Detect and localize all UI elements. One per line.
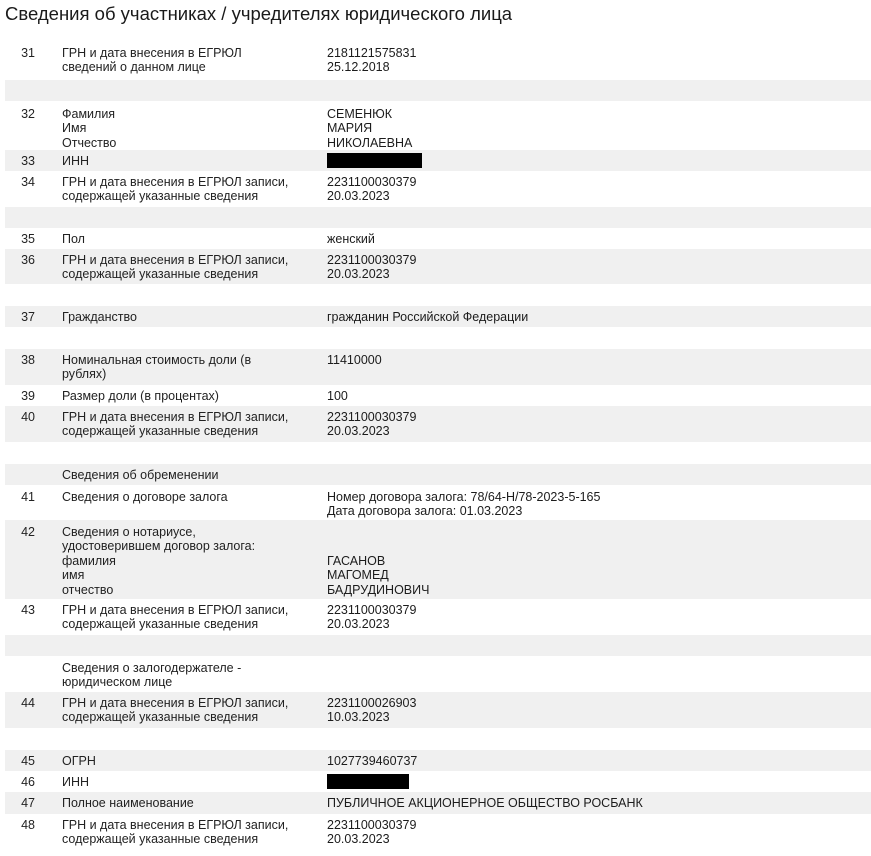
- row-value: [327, 389, 867, 403]
- label-line: Пол: [62, 232, 85, 246]
- label-line: Сведения об обременении: [62, 468, 219, 482]
- table-row: [5, 635, 871, 656]
- table-row-33: [5, 150, 871, 171]
- label-line: отчество: [62, 582, 114, 597]
- table-row-42: [5, 520, 871, 599]
- redacted-value: [327, 153, 422, 168]
- label-line: содержащей указанные сведения: [62, 267, 259, 282]
- row-number: 47: [21, 796, 35, 810]
- row-number: 39: [21, 389, 35, 403]
- row-value: [327, 107, 867, 150]
- row-value: [327, 696, 867, 725]
- label-line: Отчество: [62, 135, 117, 150]
- value-line: 2231100030379: [327, 818, 417, 832]
- table-row-36: [5, 249, 871, 284]
- row-value: [327, 232, 867, 246]
- table-row-34: [5, 171, 871, 207]
- row-number: 41: [21, 490, 35, 504]
- label-line: ГРН и дата внесения в ЕГРЮЛ записи,: [62, 818, 289, 832]
- label-line: ГРН и дата внесения в ЕГРЮЛ записи,: [62, 253, 289, 267]
- value-line: БАДРУДИНОВИЧ: [327, 582, 430, 597]
- value-line: 2231100030379: [327, 253, 417, 267]
- row-label: [62, 490, 312, 504]
- row-label: [62, 310, 312, 324]
- value-line: [327, 525, 867, 539]
- row-value: [327, 175, 867, 204]
- value-line: женский: [327, 232, 375, 246]
- label-line: содержащей указанные сведения: [62, 189, 259, 204]
- row-label: [62, 232, 312, 246]
- value-line: 20.03.2023: [327, 617, 390, 632]
- table-row-41: [5, 485, 871, 520]
- label-line: удостоверившем договор залога:: [62, 539, 256, 554]
- row-value: [327, 154, 867, 171]
- table-row: [5, 327, 871, 349]
- row-value: [327, 46, 867, 75]
- row-value: [327, 603, 867, 632]
- table-row-46: [5, 771, 871, 792]
- value-line: Дата договора залога: 01.03.2023: [327, 504, 523, 519]
- table-row: [5, 728, 871, 750]
- row-label: [62, 696, 312, 725]
- label-line: фамилия: [62, 553, 116, 568]
- row-label: [62, 46, 312, 75]
- label-line: ИНН: [62, 775, 90, 789]
- row-label: [62, 175, 312, 204]
- label-line: ГРН и дата внесения в ЕГРЮЛ записи,: [62, 410, 289, 424]
- row-number: 32: [21, 107, 35, 121]
- value-line: МАРИЯ: [327, 121, 373, 136]
- table-row-47: [5, 792, 871, 814]
- table-row-48: [5, 814, 871, 850]
- table-row-44: [5, 692, 871, 728]
- label-line: имя: [62, 568, 85, 583]
- participants-table: [5, 42, 871, 850]
- label-line: сведений о данном лице: [62, 60, 206, 75]
- row-value: [327, 253, 867, 282]
- redacted-value: [327, 774, 409, 789]
- label-line: рублях): [62, 367, 107, 382]
- table-row-40: [5, 406, 871, 442]
- label-line: ГРН и дата внесения в ЕГРЮЛ записи,: [62, 603, 289, 617]
- label-line: Размер доли (в процентах): [62, 389, 219, 403]
- label-line: Гражданство: [62, 310, 137, 324]
- value-line: 10.03.2023: [327, 710, 390, 725]
- row-label: [62, 253, 312, 282]
- label-line: Номинальная стоимость доли (в: [62, 353, 252, 367]
- label-line: ИНН: [62, 154, 90, 168]
- table-row-45: [5, 750, 871, 771]
- row-value: [327, 796, 867, 810]
- value-line: 2181121575831: [327, 46, 417, 60]
- row-number: 34: [21, 175, 35, 189]
- table-row: [5, 656, 871, 692]
- row-number: 45: [21, 754, 35, 768]
- row-value: [327, 525, 867, 597]
- label-line: Фамилия: [62, 107, 116, 121]
- label-line: Сведения о залогодержателе -: [62, 661, 242, 675]
- table-row-31: [5, 42, 871, 80]
- label-line: ГРН и дата внесения в ЕГРЮЛ: [62, 46, 242, 60]
- value-line: 2231100030379: [327, 175, 417, 189]
- value-line: МАГОМЕД: [327, 568, 389, 583]
- table-row: [5, 442, 871, 464]
- table-row: [5, 207, 871, 228]
- value-line: 2231100030379: [327, 410, 417, 424]
- label-line: Полное наименование: [62, 796, 194, 810]
- label-line: ГРН и дата внесения в ЕГРЮЛ записи,: [62, 175, 289, 189]
- value-line: СЕМЕНЮК: [327, 107, 393, 121]
- table-row: [5, 284, 871, 306]
- value-line: Номер договора залога: 78/64-Н/78-2023-5-165: [327, 490, 601, 504]
- row-number: 40: [21, 410, 35, 424]
- table-row-39: [5, 385, 871, 406]
- row-label: [62, 796, 312, 810]
- table-row: [5, 80, 871, 101]
- table-row-38: [5, 349, 871, 385]
- value-line: 20.03.2023: [327, 189, 390, 204]
- label-line: ОГРН: [62, 754, 96, 768]
- row-value: [327, 754, 867, 768]
- row-label: [62, 818, 312, 847]
- label-line: содержащей указанные сведения: [62, 424, 259, 439]
- row-number: 33: [21, 154, 35, 168]
- value-line: [327, 539, 867, 553]
- row-label: [62, 389, 312, 403]
- value-line: 100: [327, 389, 348, 403]
- row-number: 46: [21, 775, 35, 789]
- row-label: [62, 754, 312, 768]
- row-value: [327, 818, 867, 847]
- row-value: [327, 310, 867, 324]
- table-row-32: [5, 101, 871, 150]
- label-line: содержащей указанные сведения: [62, 832, 259, 847]
- value-line: 1027739460737: [327, 754, 418, 768]
- label-line: юридическом лице: [62, 675, 173, 690]
- row-label: [62, 468, 312, 482]
- table-row: [5, 464, 871, 485]
- label-line: Сведения о договоре залога: [62, 490, 228, 504]
- row-label: [62, 525, 312, 597]
- row-label: [62, 410, 312, 439]
- row-number: 44: [21, 696, 35, 710]
- row-number: 38: [21, 353, 35, 367]
- row-number: 42: [21, 525, 35, 539]
- row-label: [62, 154, 312, 168]
- label-line: содержащей указанные сведения: [62, 617, 259, 632]
- row-number: 43: [21, 603, 35, 617]
- row-value: [327, 353, 867, 367]
- value-line: НИКОЛАЕВНА: [327, 135, 413, 150]
- row-label: [62, 603, 312, 632]
- row-value: [327, 775, 867, 792]
- value-line: ГАСАНОВ: [327, 553, 386, 568]
- table-row-43: [5, 599, 871, 635]
- value-line: 25.12.2018: [327, 60, 390, 75]
- value-line: 2231100026903: [327, 696, 417, 710]
- label-line: содержащей указанные сведения: [62, 710, 259, 725]
- row-number: 31: [21, 46, 35, 60]
- label-line: Сведения о нотариусе,: [62, 525, 196, 539]
- row-label: [62, 353, 312, 382]
- value-line: 20.03.2023: [327, 267, 390, 282]
- value-line: ПУБЛИЧНОЕ АКЦИОНЕРНОЕ ОБЩЕСТВО РОСБАНК: [327, 796, 643, 810]
- row-label: [62, 775, 312, 789]
- value-line: гражданин Российской Федерации: [327, 310, 529, 324]
- row-label: [62, 107, 312, 150]
- page-title: Сведения об участниках / учредителях юридического лица: [5, 3, 513, 24]
- value-line: 2231100030379: [327, 603, 417, 617]
- label-line: ГРН и дата внесения в ЕГРЮЛ записи,: [62, 696, 289, 710]
- label-line: Имя: [62, 121, 87, 136]
- table-row-37: [5, 306, 871, 327]
- value-line: 11410000: [327, 353, 382, 367]
- value-line: 20.03.2023: [327, 424, 390, 439]
- row-label: [62, 661, 312, 690]
- table-row-35: [5, 228, 871, 249]
- row-value: [327, 410, 867, 439]
- row-number: 36: [21, 253, 35, 267]
- row-value: [327, 490, 867, 519]
- row-number: 48: [21, 818, 35, 832]
- row-number: 37: [21, 310, 35, 324]
- row-number: 35: [21, 232, 35, 246]
- value-line: 20.03.2023: [327, 832, 390, 847]
